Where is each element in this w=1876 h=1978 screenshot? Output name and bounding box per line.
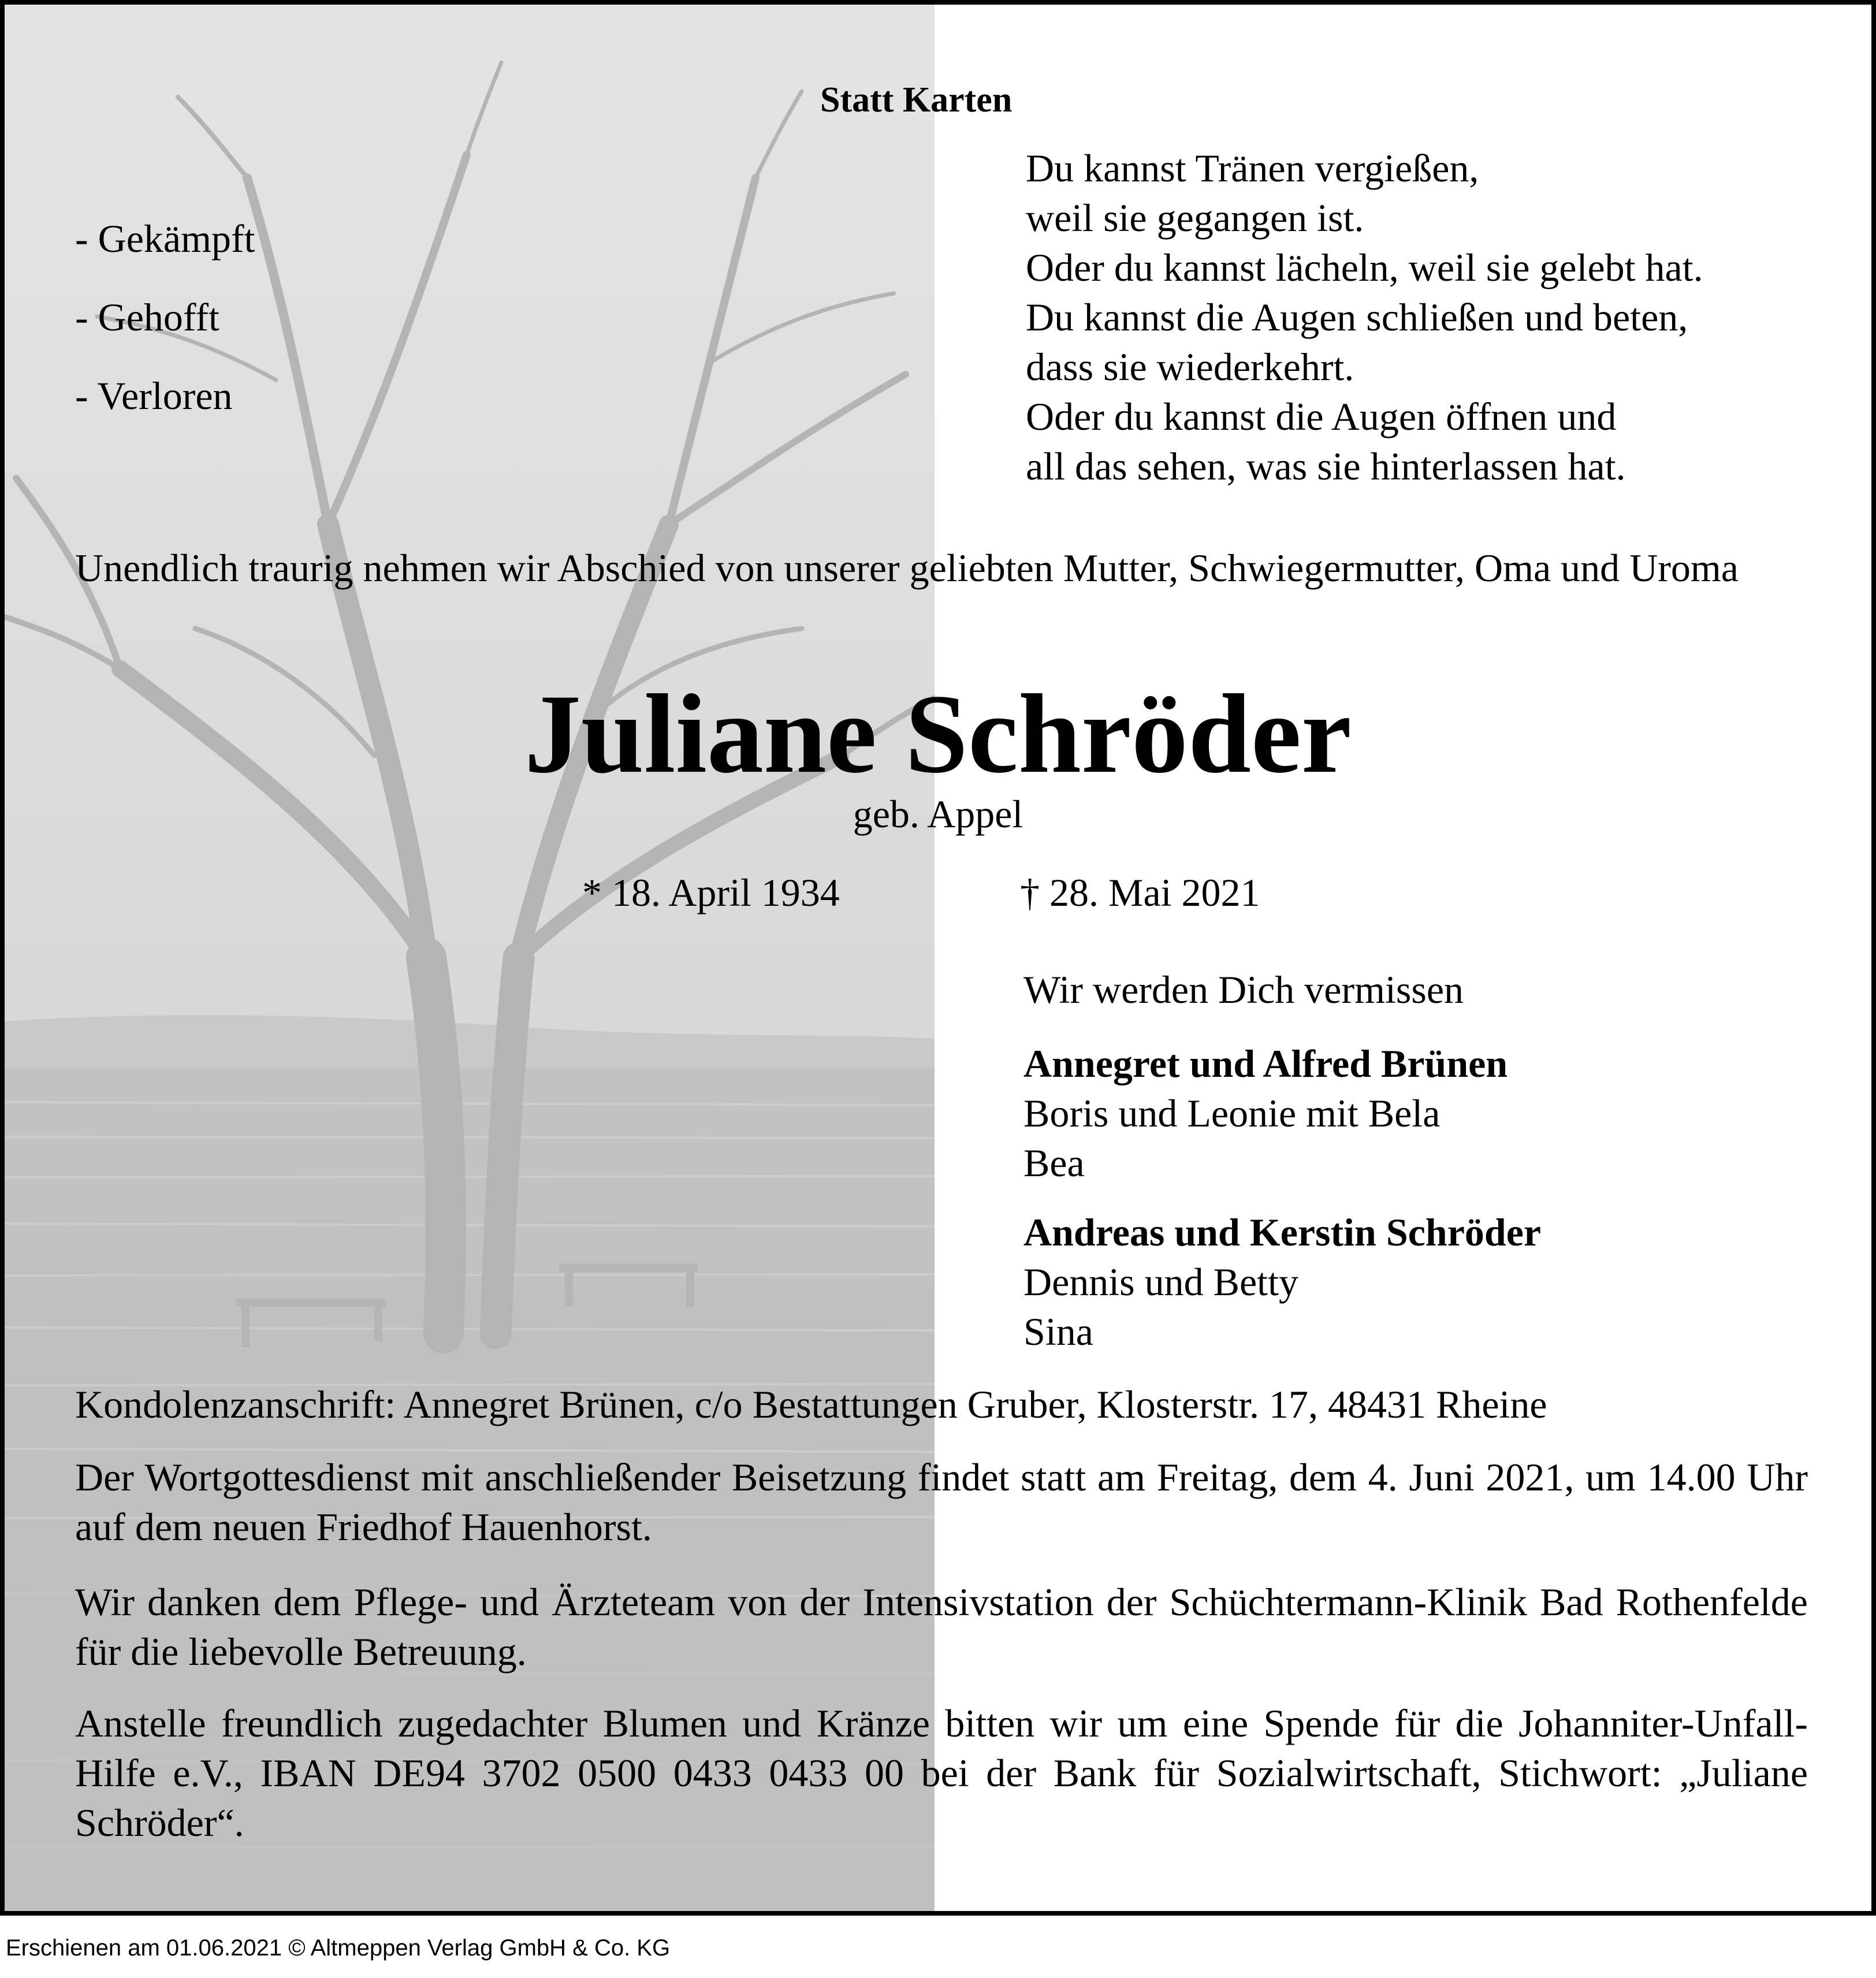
condolence-address: Kondolenzanschrift: Annegret Brünen, c/o Bestattungen Gruber, Klosterstr. 17, 48431 Rheine: [75, 1382, 1547, 1426]
maiden-name: geb. Appel: [853, 792, 1023, 836]
mourners-intro: Wir werden Dich vermissen: [1023, 968, 1464, 1012]
poem-line-5: dass sie wiederkehrt.: [1026, 345, 1354, 389]
death-date: † 28. Mai 2021: [1020, 871, 1260, 914]
intro-paragraph: Unendlich traurig nehmen wir Abschied von unserer geliebten Mutter, Schwiegermutter, Oma und Uroma: [75, 546, 1739, 590]
thanks-paragraph: Wir danken dem Pflege- und Ärzteteam von der Intensivstation der Schüchtermann-Klinik Bad Rothenfelde für die liebevolle Betreuung.: [75, 1580, 1808, 1674]
mourner-family-2-line-2: Sina: [1023, 1310, 1093, 1354]
poem-line-4: Du kannst die Augen schließen und beten,: [1026, 295, 1688, 339]
mourner-family-2-line-1: Dennis und Betty: [1023, 1260, 1298, 1304]
statt-karten-heading: Statt Karten: [820, 80, 1013, 120]
motto-line-1: - Gekämpft: [75, 217, 255, 261]
mourner-family-1-line-2: Bea: [1023, 1141, 1085, 1185]
poem-line-6: Oder du kannst die Augen öffnen und: [1026, 395, 1617, 438]
poem-line-3: Oder du kannst lächeln, weil sie gelebt hat.: [1026, 246, 1703, 289]
service-info: Der Wortgottesdienst mit anschließender Beisetzung findet statt am Freitag, dem 4. Juni 2021, um 14.00 Uhr auf dem neuen Friedhof Hauenhorst.: [75, 1455, 1808, 1549]
poem-line-1: Du kannst Tränen vergießen,: [1026, 146, 1479, 190]
mourner-family-1-line-1: Boris und Leonie mit Bela: [1023, 1091, 1440, 1135]
poem: [1026, 143, 1703, 491]
deceased-name: Juliane Schröder: [524, 671, 1352, 797]
motto-line-2: - Gehofft: [75, 295, 219, 339]
poem-line-7: all das sehen, was sie hinterlassen hat.: [1026, 444, 1626, 488]
mourner-family-1-head: Annegret und Alfred Brünen: [1023, 1042, 1508, 1085]
birth-date: * 18. April 1934: [582, 871, 840, 914]
donation-paragraph: Anstelle freundlich zugedachter Blumen und Kränze bitten wir um eine Spende für die Johanniter-Unfall-Hilfe e.V., IBAN DE94 3702 0500 0433 0433 00 bei der Bank für Sozialwirtschaft, Stichwort: „Juliane Schröder“.: [75, 1701, 1808, 1845]
mourner-family-2-head: Andreas und Kerstin Schröder: [1023, 1210, 1542, 1254]
poem-line-2: weil sie gegangen ist.: [1026, 196, 1364, 240]
publication-footer: Erschienen am 01.06.2021 © Altmeppen Verlag GmbH & Co. KG: [6, 1935, 671, 1961]
motto-line-3: - Verloren: [75, 374, 233, 418]
